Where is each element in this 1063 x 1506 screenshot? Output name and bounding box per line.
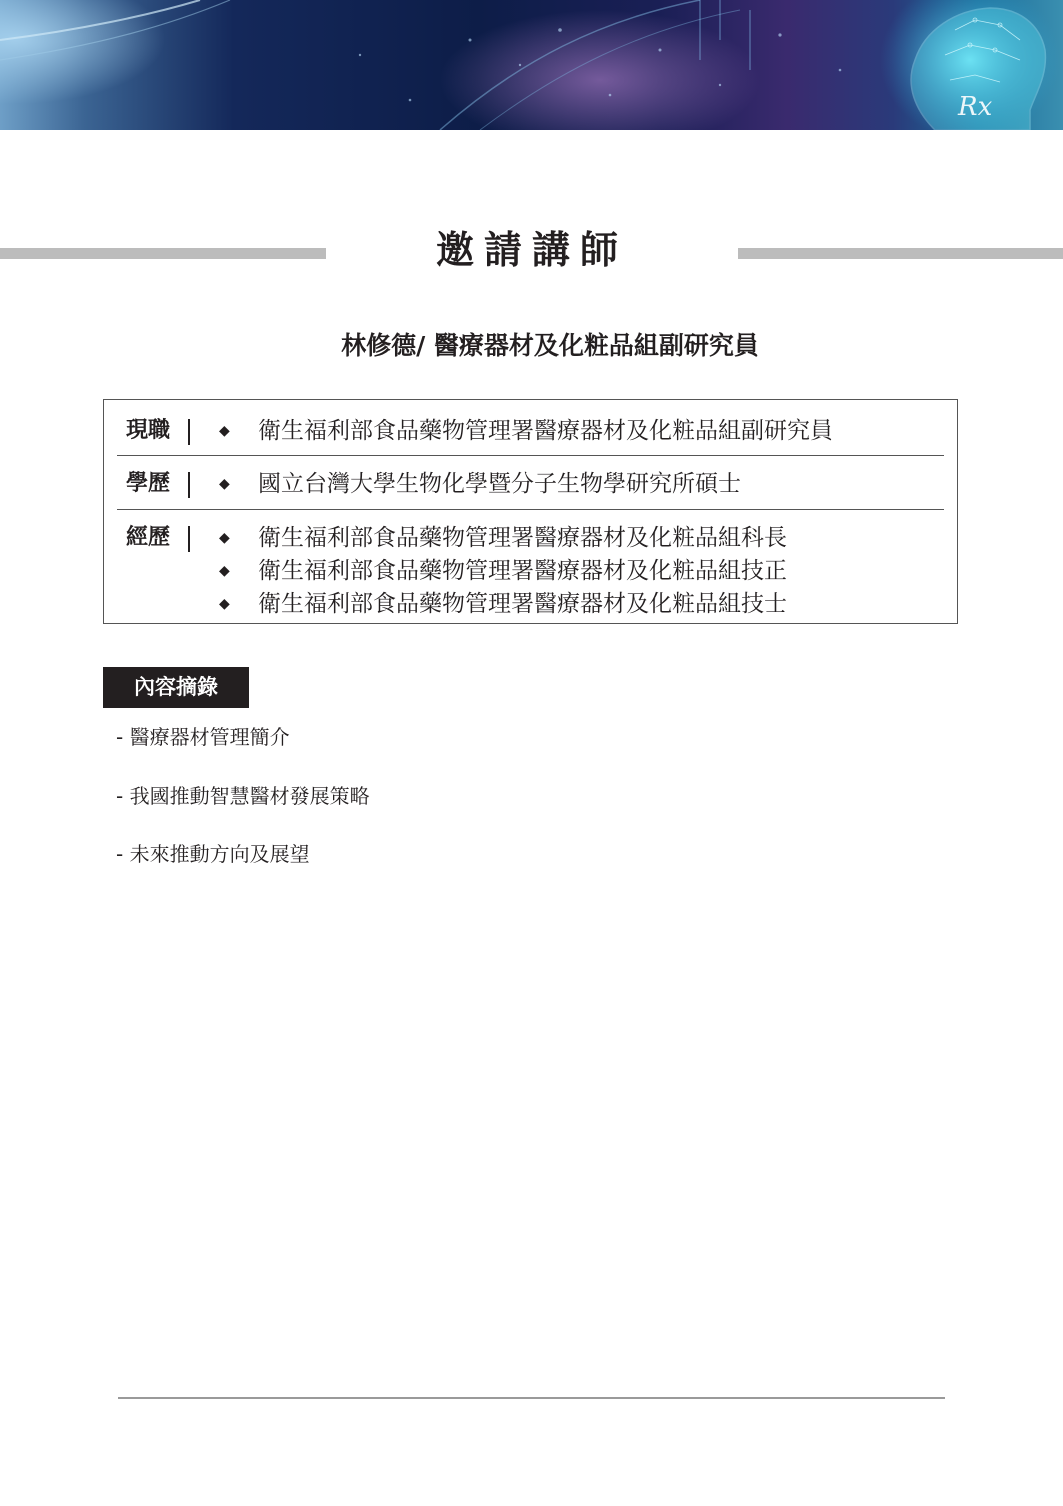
bullet-diamond-icon: ◆ bbox=[219, 423, 230, 439]
header-banner bbox=[0, 0, 1063, 130]
profile-item: 衛生福利部食品藥物管理署醫療器材及化粧品組科長 bbox=[258, 525, 787, 551]
abstract-item: - 未來推動方向及展望 bbox=[116, 842, 310, 866]
bullet-diamond-icon: ◆ bbox=[219, 476, 230, 492]
profile-label-experience: 經歷 bbox=[126, 525, 171, 550]
speaker-name-title: 林修德/ 醫療器材及化粧品組副研究員 bbox=[341, 331, 759, 360]
title-decor-bar-left bbox=[0, 248, 326, 259]
title-decor-bar-right bbox=[738, 248, 1063, 259]
label-divider bbox=[188, 526, 190, 552]
abstract-item: - 我國推動智慧醫材發展策略 bbox=[116, 784, 370, 808]
abstract-item: - 醫療器材管理簡介 bbox=[116, 725, 290, 749]
profile-item: 國立台灣大學生物化學暨分子生物學研究所碩士 bbox=[258, 471, 741, 497]
abstract-heading: 內容摘錄 bbox=[103, 667, 249, 708]
row-separator bbox=[117, 455, 944, 456]
profile-item: 衛生福利部食品藥物管理署醫療器材及化粧品組技正 bbox=[258, 558, 787, 584]
bullet-diamond-icon: ◆ bbox=[219, 563, 230, 579]
profile-label-education: 學歷 bbox=[126, 471, 171, 496]
profile-item: 衛生福利部食品藥物管理署醫療器材及化粧品組副研究員 bbox=[258, 418, 833, 444]
banner-graphic bbox=[0, 0, 1063, 130]
profile-item: 衛生福利部食品藥物管理署醫療器材及化粧品組技士 bbox=[258, 591, 787, 617]
label-divider bbox=[188, 419, 190, 445]
profile-table bbox=[103, 399, 958, 624]
bullet-diamond-icon: ◆ bbox=[219, 596, 230, 612]
page-title: 邀請講師 bbox=[435, 228, 628, 272]
row-separator bbox=[117, 509, 944, 510]
rx-logo-text: Rx bbox=[958, 92, 993, 122]
profile-label-current: 現職 bbox=[126, 418, 171, 443]
footer-divider bbox=[118, 1397, 945, 1399]
label-divider bbox=[188, 472, 190, 498]
bullet-diamond-icon: ◆ bbox=[219, 530, 230, 546]
